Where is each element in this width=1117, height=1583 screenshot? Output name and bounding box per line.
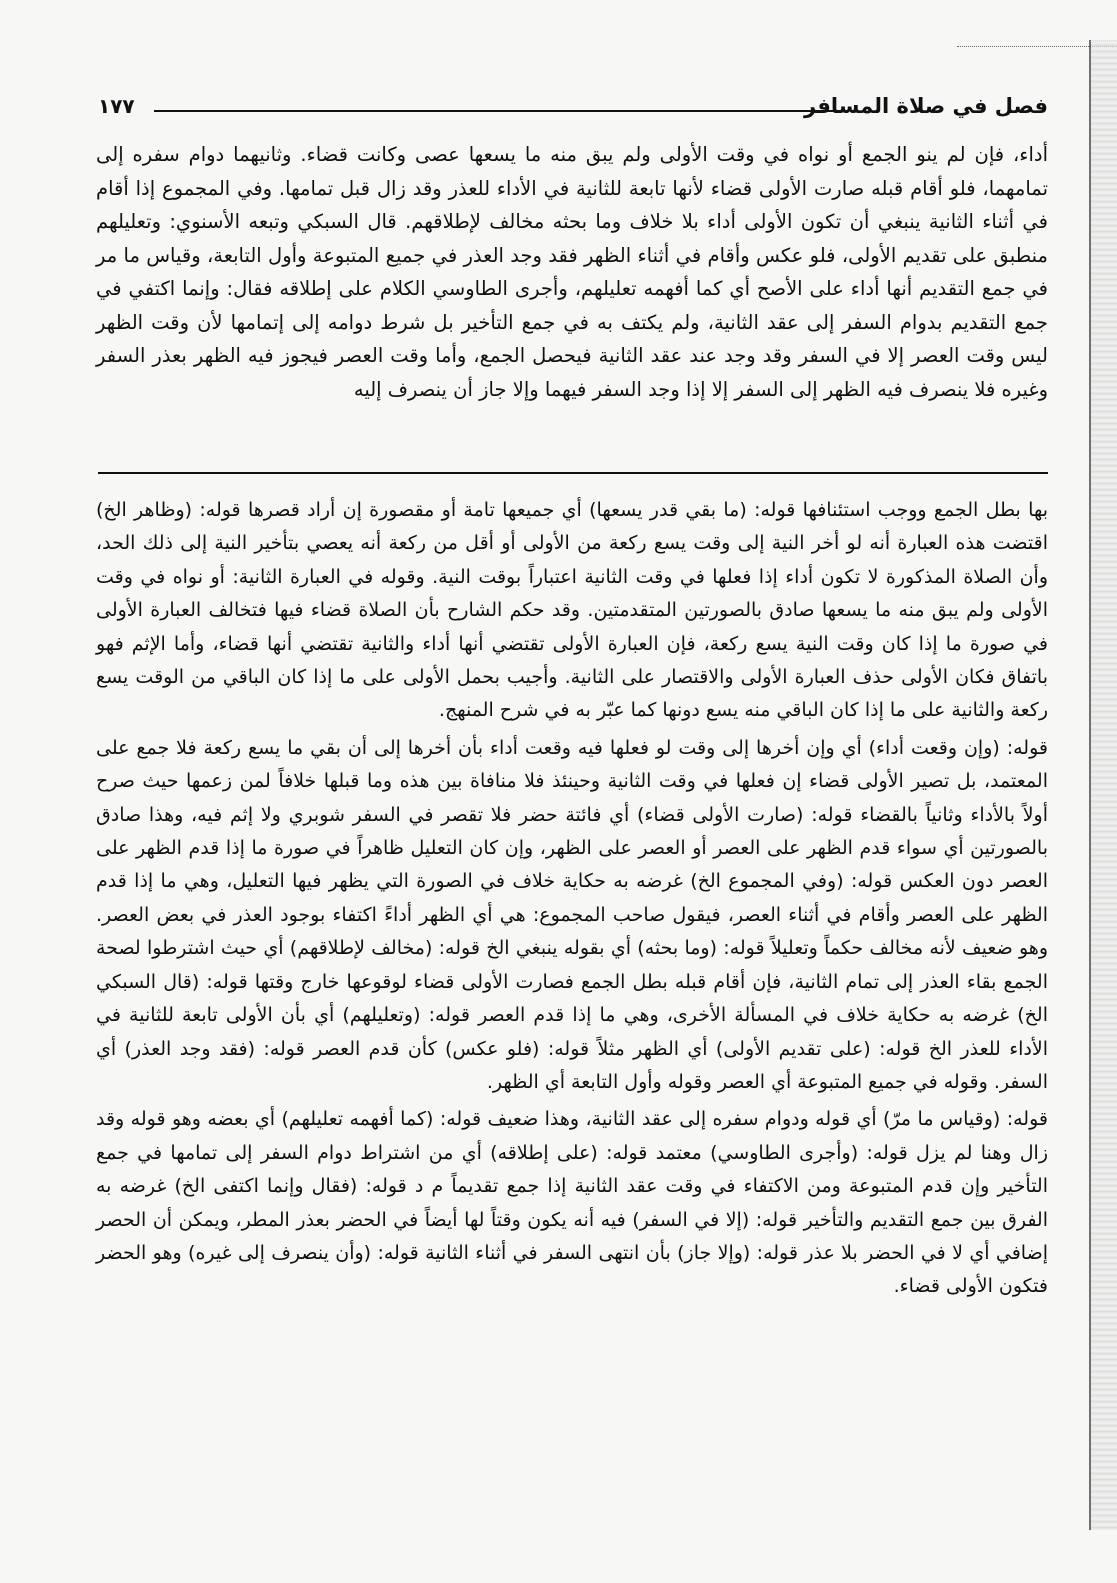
page-header — [98, 92, 1048, 128]
commentary-text — [96, 494, 1048, 1308]
commentary-paragraph: بها بطل الجمع ووجب استئنافها قوله: (ما بقي قدر يسعها) أي جميعها تامة أو مقصورة إن أراد قصرها قوله: (وظاهر الخ) اقتضت هذه العبارة أنه لو أخر النية إلى وقت يسع ركعة من الأولى أو أقل من ركعة أنه يعصي بتأخير النية إلى ذلك الحد، وأن الصلاة المذكورة لا تكون أداء إذا فعلها في وقت الثانية اعتباراً بوقت النية. وقوله في العبارة الثانية: أو نواه في وقت الأولى ولم يبق منه ما يسعها صادق بالصورتين المتقدمتين. وقد حكم الشارح بأن الصلاة قضاء فيها فتخالف العبارة الأولى في صورة ما إذا كان وقت النية يسع ركعة، فإن العبارة الأولى تقتضي أنها أداء والثانية تقتضي أنها قضاء، وأما الإثم فهو باتفاق فكان الأولى حذف العبارة الأولى والاقتصار على الثانية. وأجيب بحمل الأولى على ما إذا كان الباقي من الوقت يسع ركعة والثانية على ما إذا كان الباقي منه يسع دونها كما عبّر به في شرح المنهج. — [96, 499, 1048, 722]
footnote-divider — [98, 472, 1048, 474]
main-paragraph: أداء، فإن لم ينو الجمع أو نواه في وقت الأولى ولم يبق منه ما يسعها عصى وكانت قضاء. وثانيهما دوام سفره إلى تمامهما، فلو أقام قبله صارت الأولى قضاء لأنها تابعة للثانية في الأداء للعذر وقد زال قبل تمامها. وفي المجموع إذا أقام في أثناء الثانية ينبغي أن تكون الأولى أداء بلا خلاف وما بحثه مخالف لإطلاقهم. قال السبكي وتبعه الأسنوي: وتعليلهم منطبق على تقديم الأولى، فلو عكس وأقام في أثناء الظهر فقد وجد العذر في جميع المتبوعة وأول التابعة، وقياس ما مر في جمع التقديم أنها أداء على الأصح أي كما أفهمه تعليلهم، وأجرى الطاوسي الكلام على إطلاقه فقال: وإنما اكتفي في جمع التقديم بدوام السفر إلى عقد الثانية، ولم يكتف به في جمع التأخير بل شرط دوامه إلى إتمامها لأن وقت الظهر ليس وقت العصر إلا في السفر وقد وجد عند عقد الثانية فيحصل الجمع، وأما وقت العصر فيجوز فيه الظهر بعذر السفر وغيره فلا ينصرف فيه الظهر إلى السفر إلا إذا وجد السفر فيهما وإلا جاز أن ينصرف إليه — [96, 143, 1048, 401]
commentary-paragraph: قوله: (وإن وقعت أداء) أي وإن أخرها إلى وقت لو فعلها فيه وقعت أداء بأن أخرها إلى أن بقي ما يسع ركعة فلا جمع على المعتمد، بل تصير الأولى قضاء إن فعلها في وقت الثانية وحينئذ فلا منافاة بين هذه وما قبلها خلافاً لمن زعمها حيث صرح أولاً بالأداء وثانياً بالقضاء قوله: (صارت الأولى قضاء) أي فائتة حضر فلا تقصر في السفر شوبري ولا إثم فيه، وهذا صادق بالصورتين أي سواء قدم الظهر على العصر أو العصر على الظهر، وإن كان التعليل ظاهراً في صورة ما إذا قدم الظهر على العصر دون العكس قوله: (وفي المجموع الخ) غرضه به حكاية خلاف في الصورة التي يظهر فيها التعليل، وهي ما إذا قدم الظهر على العصر وأقام في أثناء العصر، فيقول صاحب المجموع: هي أي الظهر أداءً اكتفاء بوجود العذر في بعض العصر. وهو ضعيف لأنه مخالف حكماً وتعليلاً قوله: (وما بحثه) أي بقوله ينبغي الخ قوله: (مخالف لإطلاقهم) أي حيث اشترطوا لصحة الجمع بقاء العذر إلى تمام الثانية، فإن أقام قبله بطل الجمع فصارت الأولى قضاء لوقوعها خارج وقتها قوله: (قال السبكي الخ) غرضه به حكاية خلاف في المسألة الأخرى، وهي ما إذا قدم العصر قوله: (وتعليلهم) أي بأن الأولى تابعة للثانية في الأداء للعذر الخ قوله: (على تقديم الأولى) أي الظهر مثلاً قوله: (فلو عكس) كأن قدم العصر قوله: (فقد وجد العذر) أي السفر. وقوله في جميع المتبوعة أي العصر وقوله وأول التابعة أي الظهر. — [96, 736, 1048, 1093]
header-rule — [154, 110, 848, 112]
chapter-title: فصل في صلاة المسافر — [804, 94, 1048, 118]
page-number: ١٧٧ — [98, 94, 135, 118]
commentary-paragraph: قوله: (وقياس ما مرّ) أي قوله ودوام سفره إلى عقد الثانية، وهذا ضعيف قوله: (كما أفهمه تعليلهم) أي بعضه وهو قوله وقد زال وهنا لم يزل قوله: (وأجرى الطاوسي) معتمد قوله: (على إطلاقه) أي من اشتراط دوام السفر إلى تمامها في جمع التأخير وإن قدم المتبوعة ومن الاكتفاء في وقت عقد الثانية إذا جمع تقديماً م د قوله: (فقال وإنما اكتفى الخ) غرضه به الفرق بين جمع التقديم والتأخير قوله: (إلا في السفر) فيه أنه يكون وقتاً لها أيضاً في الحضر بعذر المطر، ويمكن أن الحصر إضافي أي لا في الحضر بلا عذر قوله: (وإلا جاز) بأن انتهى السفر في أثناء الثانية قوله: (وأن ينصرف إلى غيره) وهو الحضر فتكون الأولى قضاء. — [96, 1108, 1048, 1298]
page-binding-edge — [1089, 40, 1117, 1530]
main-text — [96, 138, 1048, 406]
